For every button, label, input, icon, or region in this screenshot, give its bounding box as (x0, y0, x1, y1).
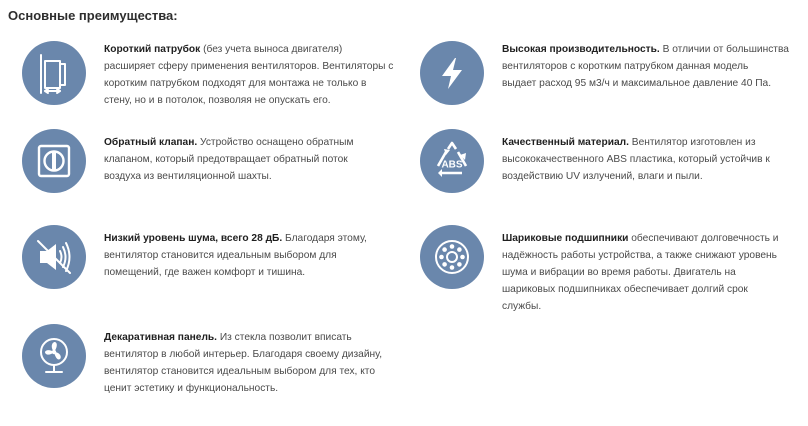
feature-ball-bearings-title: Шариковые подшипники (502, 233, 629, 244)
lightning-bolt-icon (420, 41, 484, 105)
feature-short-nozzle-text: Короткий патрубок (без учета выноса двигателя) расширяет сферу применения вентиляторов. Вентиляторы с коротким патрубком подходят для монтажа не только в стену, но и в потолок, позволяя не опускать его. (104, 44, 394, 106)
ball-bearing-icon (420, 225, 484, 289)
abs-label: ABS (441, 159, 463, 171)
speaker-mute-icon (22, 225, 86, 289)
feature-high-performance-text: Высокая производительность. В отличии от большинства вентиляторов с коротким патрубком данная модель выдает расход 95 м3/ч и максимальное давление 40 Па. (502, 44, 789, 89)
feature-check-valve (22, 129, 402, 199)
feature-decorative-panel-title: Декаративная панель. (104, 332, 218, 343)
wall-mount-fan-icon (22, 41, 86, 105)
feature-ball-bearings (420, 225, 800, 315)
feature-low-noise-text: Низкий уровень шума, всего 28 дБ. Благодаря этому, вентилятор становится идеальным выбором для помещений, где важен комфорт и тишина. (104, 233, 367, 278)
feature-short-nozzle-title: Короткий патрубок (104, 44, 201, 55)
feature-quality-material-text: Качественный материал. Вентилятор изготовлен из высококачественного ABS пластика, который устойчив к воздействию UV излучений, влаги и пыли. (502, 137, 770, 182)
feature-check-valve-text: Обратный клапан. Устройство оснащено обратным клапаном, который предотвращает обратный поток воздуха из вентиляционной шахты. (104, 137, 354, 182)
check-valve-icon (22, 129, 86, 193)
page-title: Основные преимущества: (8, 8, 178, 23)
feature-quality-material (420, 129, 800, 199)
feature-quality-material-title: Качественный материал. (502, 137, 629, 148)
feature-low-noise-title: Низкий уровень шума, всего 28 дБ. (104, 233, 283, 244)
feature-check-valve-title: Обратный клапан. (104, 137, 198, 148)
feature-short-nozzle (22, 41, 402, 121)
feature-high-performance-title: Высокая производительность. (502, 44, 660, 55)
feature-ball-bearings-text: Шариковые подшипники обеспечивают долговечность и надёжность работы устройства, а также снижают уровень шума и вибрации во время работы. Двигатель на шариковых подшипниках обеспечивает долгий срок службы. (502, 233, 779, 312)
abs-recycle-icon (420, 129, 484, 193)
desk-fan-icon (22, 324, 86, 388)
feature-high-performance (420, 41, 800, 121)
feature-low-noise (22, 225, 402, 295)
feature-decorative-panel (22, 324, 402, 404)
feature-decorative-panel-text: Декаративная панель. Из стекла позволит вписать вентилятор в любой интерьер. Благодаря своему дизайну, вентилятор становится идеальным выбором для тех, кто ценит эстетику и функциональность. (104, 332, 383, 394)
